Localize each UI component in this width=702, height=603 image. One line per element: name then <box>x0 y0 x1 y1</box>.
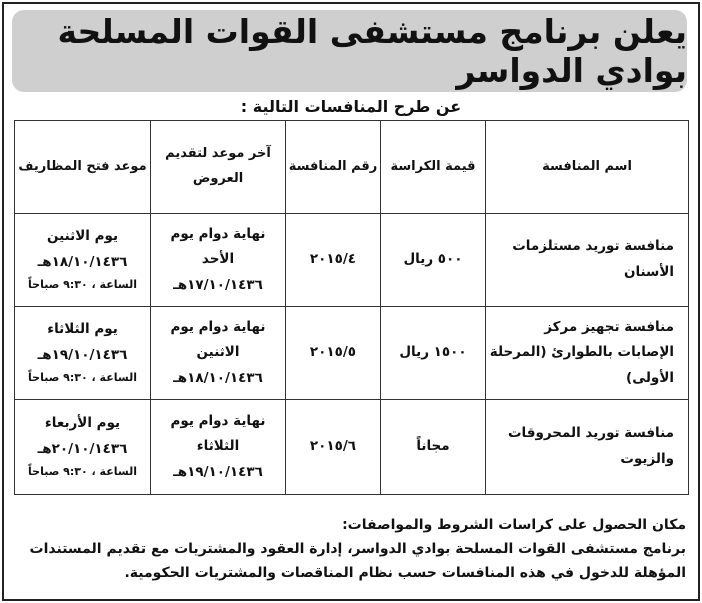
deadline-date: ١٩/١٠/١٤٣٦هـ <box>173 463 263 480</box>
tenders-table <box>14 120 689 495</box>
deadline-date: ١٧/١٠/١٤٣٦هـ <box>173 276 263 293</box>
opening-date: ١٩/١٠/١٤٣٦هـ <box>37 346 128 363</box>
tender-price: ٥٠٠ ريال <box>381 214 486 307</box>
tender-opening <box>15 307 151 400</box>
page-title: يعلن برنامج مستشفى القوات المسلحة بوادي الدواسر <box>57 12 687 90</box>
tender-name: منافسة توريد المحروقات والزيوت <box>486 400 689 495</box>
header-name: اسم المنافسة <box>486 121 689 214</box>
table-row <box>15 400 689 495</box>
tender-opening <box>15 400 151 495</box>
deadline-day: الاثنين <box>196 344 240 361</box>
tender-opening <box>15 214 151 307</box>
tender-deadline <box>151 400 286 495</box>
deadline-day: الثلاثاء <box>196 438 240 455</box>
opening-day: يوم الأربعاء <box>44 414 121 431</box>
opening-date: ٢٠/١٠/١٤٣٦هـ <box>37 440 128 457</box>
tender-deadline <box>151 307 286 400</box>
subtitle: عن طرح المنافسات التالية : <box>240 97 462 116</box>
table-header-row <box>15 121 689 214</box>
table-row <box>15 214 689 307</box>
tender-deadline <box>151 214 286 307</box>
deadline-line: نهاية دوام يوم <box>170 412 266 429</box>
deadline-date: ١٨/١٠/١٤٣٦هـ <box>173 369 263 386</box>
title-banner <box>12 10 687 92</box>
footer-heading: مكان الحصول على كراسات الشروط والمواصفات: <box>342 517 686 533</box>
opening-time: الساعة ، ٩:٣٠ صباحاً <box>28 278 137 292</box>
header-number: رقم المنافسة <box>286 121 381 214</box>
opening-time: الساعة ، ٩:٣٠ صباحاً <box>28 465 137 479</box>
tender-name: منافسة تجهيز مركز الإصابات بالطوارئ (المرحلة الأولى) <box>486 307 689 400</box>
table-row <box>15 307 689 400</box>
opening-day: يوم الاثنين <box>46 227 119 244</box>
opening-date: ١٨/١٠/١٤٣٦هـ <box>37 253 128 270</box>
tender-name: منافسة توريد مستلزمات الأسنان <box>486 214 689 307</box>
footer-body: برنامج مستشفى القوات المسلحة بوادي الدواسر، إدارة العقود والمشتريات مع تقديم المستندات المؤهلة للدخول في هذه المنافسات حسب نظام المناقصات والمشتريات الحكومية. <box>29 541 686 581</box>
tender-number: ٢٠١٥/٤ <box>286 214 381 307</box>
tender-price: ١٥٠٠ ريال <box>381 307 486 400</box>
opening-day: يوم الثلاثاء <box>47 320 118 337</box>
deadline-line: نهاية دوام يوم <box>170 225 266 242</box>
deadline-line: نهاية دوام يوم <box>170 318 266 335</box>
header-price: قيمة الكراسة <box>381 121 486 214</box>
footer-notice <box>14 513 686 585</box>
header-opening: موعد فتح المظاريف <box>15 121 151 214</box>
opening-time: الساعة ، ٩:٣٠ صباحاً <box>28 371 137 385</box>
tender-number: ٢٠١٥/٦ <box>286 400 381 495</box>
tender-number: ٢٠١٥/٥ <box>286 307 381 400</box>
deadline-day: الأحد <box>201 251 235 268</box>
header-deadline: آخر موعد لتقديم العروض <box>151 121 286 214</box>
tender-price: مجاناً <box>381 400 486 495</box>
